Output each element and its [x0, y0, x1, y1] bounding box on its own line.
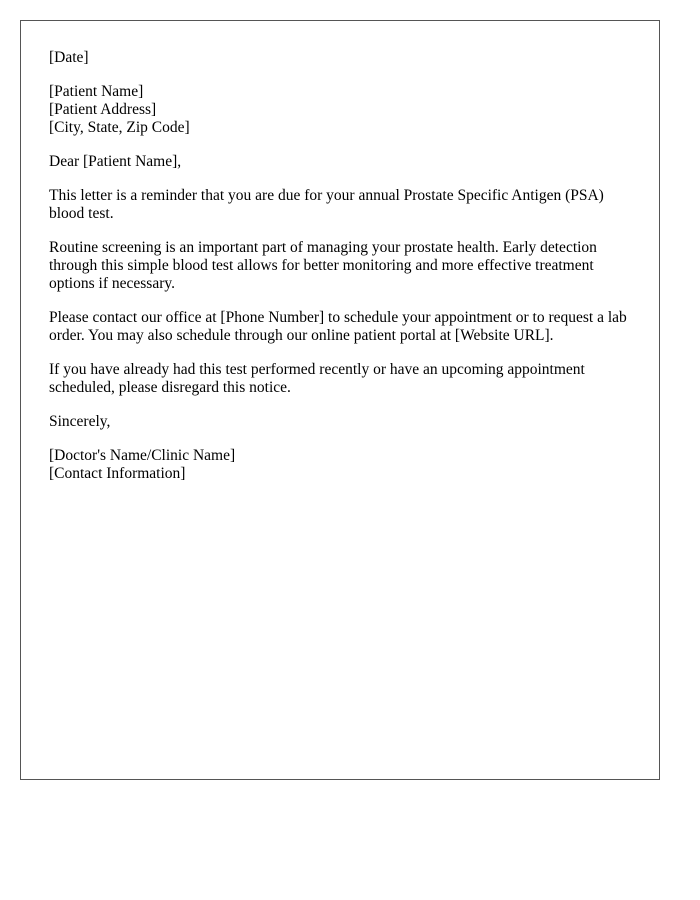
- closing: Sincerely,: [49, 413, 111, 430]
- letter-date: [Date]: [49, 49, 89, 66]
- paragraph-reminder: This letter is a reminder that you are due for your annual Prostate Specific Antigen (PSA) blood test.: [49, 187, 604, 222]
- letter-frame: [20, 20, 660, 780]
- signature-contact: [Contact Information]: [49, 465, 186, 482]
- recipient-name: [Patient Name]: [49, 83, 144, 100]
- recipient-city-state-zip: [City, State, Zip Code]: [49, 119, 190, 136]
- signature-name: [Doctor's Name/Clinic Name]: [49, 447, 236, 464]
- letter-body: [49, 49, 629, 499]
- recipient-address: [Patient Address]: [49, 101, 157, 118]
- paragraph-contact: Please contact our office at [Phone Number] to schedule your appointment or to request a lab order. You may also schedule through our online patient portal at [Website URL].: [49, 309, 627, 344]
- paragraph-disregard: If you have already had this test performed recently or have an upcoming appointment scheduled, please disregard this notice.: [49, 361, 585, 396]
- paragraph-screening: Routine screening is an important part of managing your prostate health. Early detection through this simple blood test allows for better monitoring and more effective treatment options if necessary.: [49, 239, 597, 292]
- salutation: Dear [Patient Name],: [49, 153, 182, 170]
- signature-block: [49, 447, 629, 483]
- recipient-block: [49, 83, 629, 137]
